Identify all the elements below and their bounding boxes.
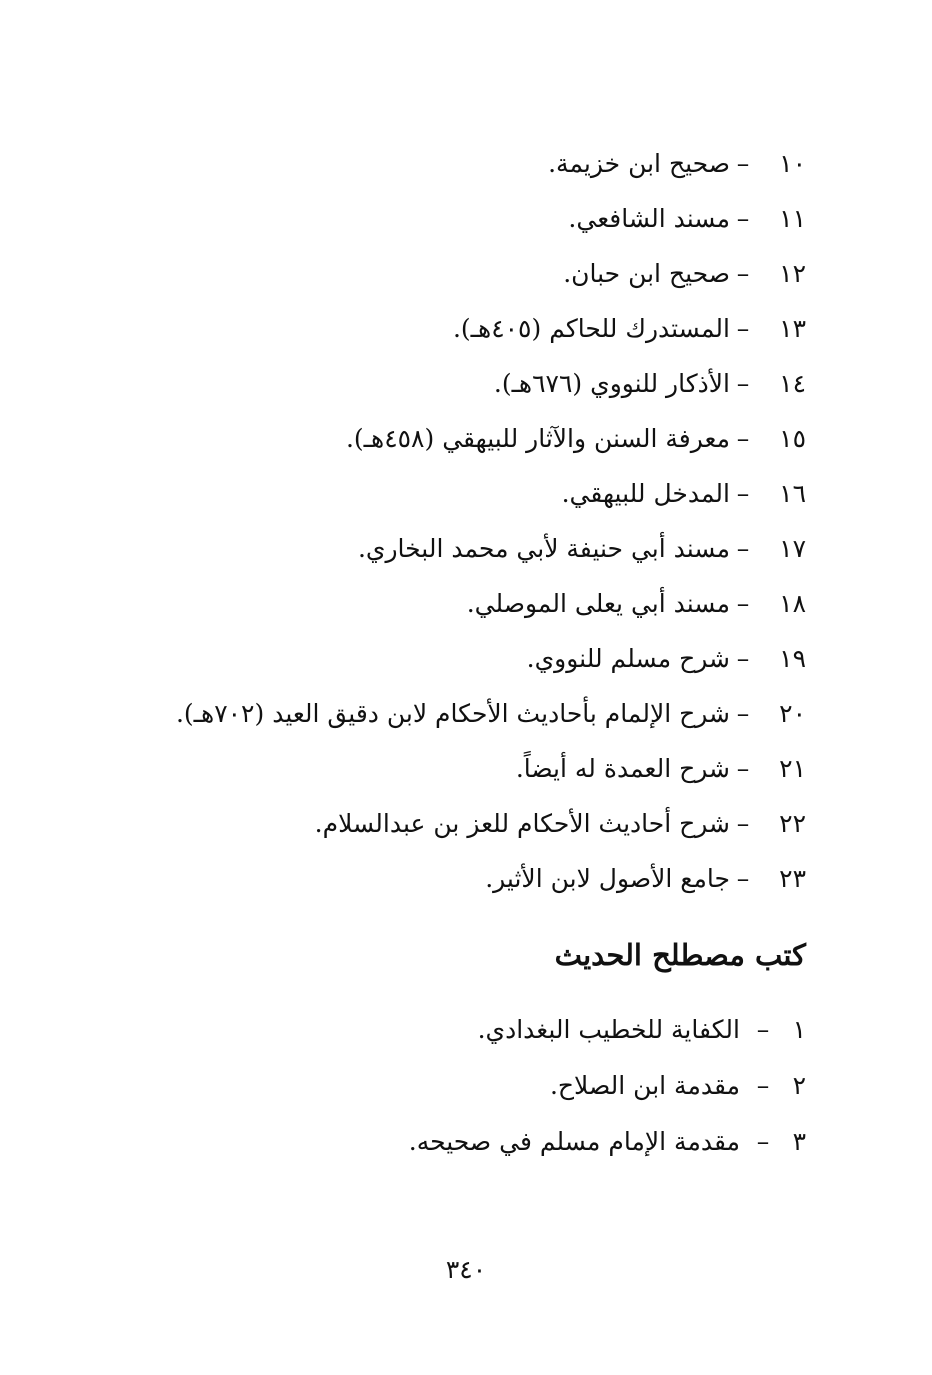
item-number: ٢١ bbox=[779, 754, 806, 783]
item-text: الأذكار للنووي (٦٧٦هـ). bbox=[493, 369, 730, 398]
item-dash: – bbox=[736, 589, 750, 618]
item-number: ١ bbox=[792, 1015, 806, 1044]
list-item bbox=[86, 796, 806, 851]
item-text: صحيح ابن حبان. bbox=[563, 259, 730, 288]
item-text: صحيح ابن خزيمة. bbox=[548, 149, 730, 178]
item-text: جامع الأصول لابن الأثير. bbox=[485, 864, 730, 893]
list-item bbox=[86, 136, 806, 191]
mustalah-books-list bbox=[86, 1002, 806, 1170]
item-number: ١٩ bbox=[779, 644, 806, 673]
item-number: ١٦ bbox=[779, 479, 806, 508]
item-text: شرح الإلمام بأحاديث الأحكام لابن دقيق العيد (٧٠٢هـ). bbox=[175, 699, 730, 728]
list-item bbox=[86, 686, 806, 741]
item-text: شرح مسلم للنووي. bbox=[526, 644, 730, 673]
list-item bbox=[86, 356, 806, 411]
item-number: ٢٠ bbox=[779, 699, 806, 728]
item-dash: – bbox=[756, 1071, 770, 1100]
item-dash: – bbox=[736, 314, 750, 343]
item-text: شرح العمدة له أيضاً. bbox=[515, 754, 730, 783]
section-heading: كتب مصطلح الحديث bbox=[554, 938, 806, 972]
item-dash: – bbox=[736, 259, 750, 288]
item-number: ١٤ bbox=[779, 369, 806, 398]
item-dash: – bbox=[756, 1127, 770, 1156]
list-item bbox=[86, 521, 806, 576]
list-item bbox=[86, 576, 806, 631]
item-text: المستدرك للحاكم (٤٠٥هـ). bbox=[452, 314, 730, 343]
item-dash: – bbox=[736, 479, 750, 508]
item-dash: – bbox=[736, 809, 750, 838]
item-number: ١٣ bbox=[779, 314, 806, 343]
item-number: ١٢ bbox=[779, 259, 806, 288]
item-number: ٢٢ bbox=[779, 809, 806, 838]
list-item bbox=[86, 246, 806, 301]
page-number: ٣٤٠ bbox=[445, 1255, 487, 1284]
item-dash: – bbox=[736, 644, 750, 673]
list-item bbox=[86, 1058, 806, 1114]
item-dash: – bbox=[736, 864, 750, 893]
item-number: ١٨ bbox=[779, 589, 806, 618]
list-item bbox=[86, 1002, 806, 1058]
list-item bbox=[86, 851, 806, 906]
item-dash: – bbox=[756, 1015, 770, 1044]
item-dash: – bbox=[736, 424, 750, 453]
item-text: شرح أحاديث الأحكام للعز بن عبدالسلام. bbox=[314, 809, 730, 838]
item-dash: – bbox=[736, 754, 750, 783]
item-text: المدخل للبيهقي. bbox=[561, 479, 730, 508]
item-number: ١١ bbox=[779, 204, 806, 233]
list-item bbox=[86, 411, 806, 466]
list-item bbox=[86, 301, 806, 356]
item-dash: – bbox=[736, 699, 750, 728]
item-text: مقدمة ابن الصلاح. bbox=[549, 1071, 740, 1100]
item-number: ١٠ bbox=[779, 149, 806, 178]
list-item bbox=[86, 466, 806, 521]
item-text: مسند الشافعي. bbox=[568, 204, 730, 233]
item-text: مسند أبي حنيفة لأبي محمد البخاري. bbox=[357, 534, 730, 563]
hadith-books-list bbox=[86, 136, 806, 906]
item-number: ٣ bbox=[792, 1127, 806, 1156]
item-dash: – bbox=[736, 534, 750, 563]
item-dash: – bbox=[736, 149, 750, 178]
item-number: ١٥ bbox=[779, 424, 806, 453]
item-text: مسند أبي يعلى الموصلي. bbox=[466, 589, 730, 618]
list-item bbox=[86, 1114, 806, 1170]
list-item bbox=[86, 741, 806, 796]
item-number: ٢ bbox=[792, 1071, 806, 1100]
item-dash: – bbox=[736, 204, 750, 233]
item-number: ١٧ bbox=[779, 534, 806, 563]
list-item bbox=[86, 191, 806, 246]
list-item bbox=[86, 631, 806, 686]
item-text: معرفة السنن والآثار للبيهقي (٤٥٨هـ). bbox=[345, 424, 730, 453]
item-number: ٢٣ bbox=[779, 864, 806, 893]
item-text: مقدمة الإمام مسلم في صحيحه. bbox=[408, 1127, 740, 1156]
item-dash: – bbox=[736, 369, 750, 398]
item-text: الكفاية للخطيب البغدادي. bbox=[477, 1015, 740, 1044]
